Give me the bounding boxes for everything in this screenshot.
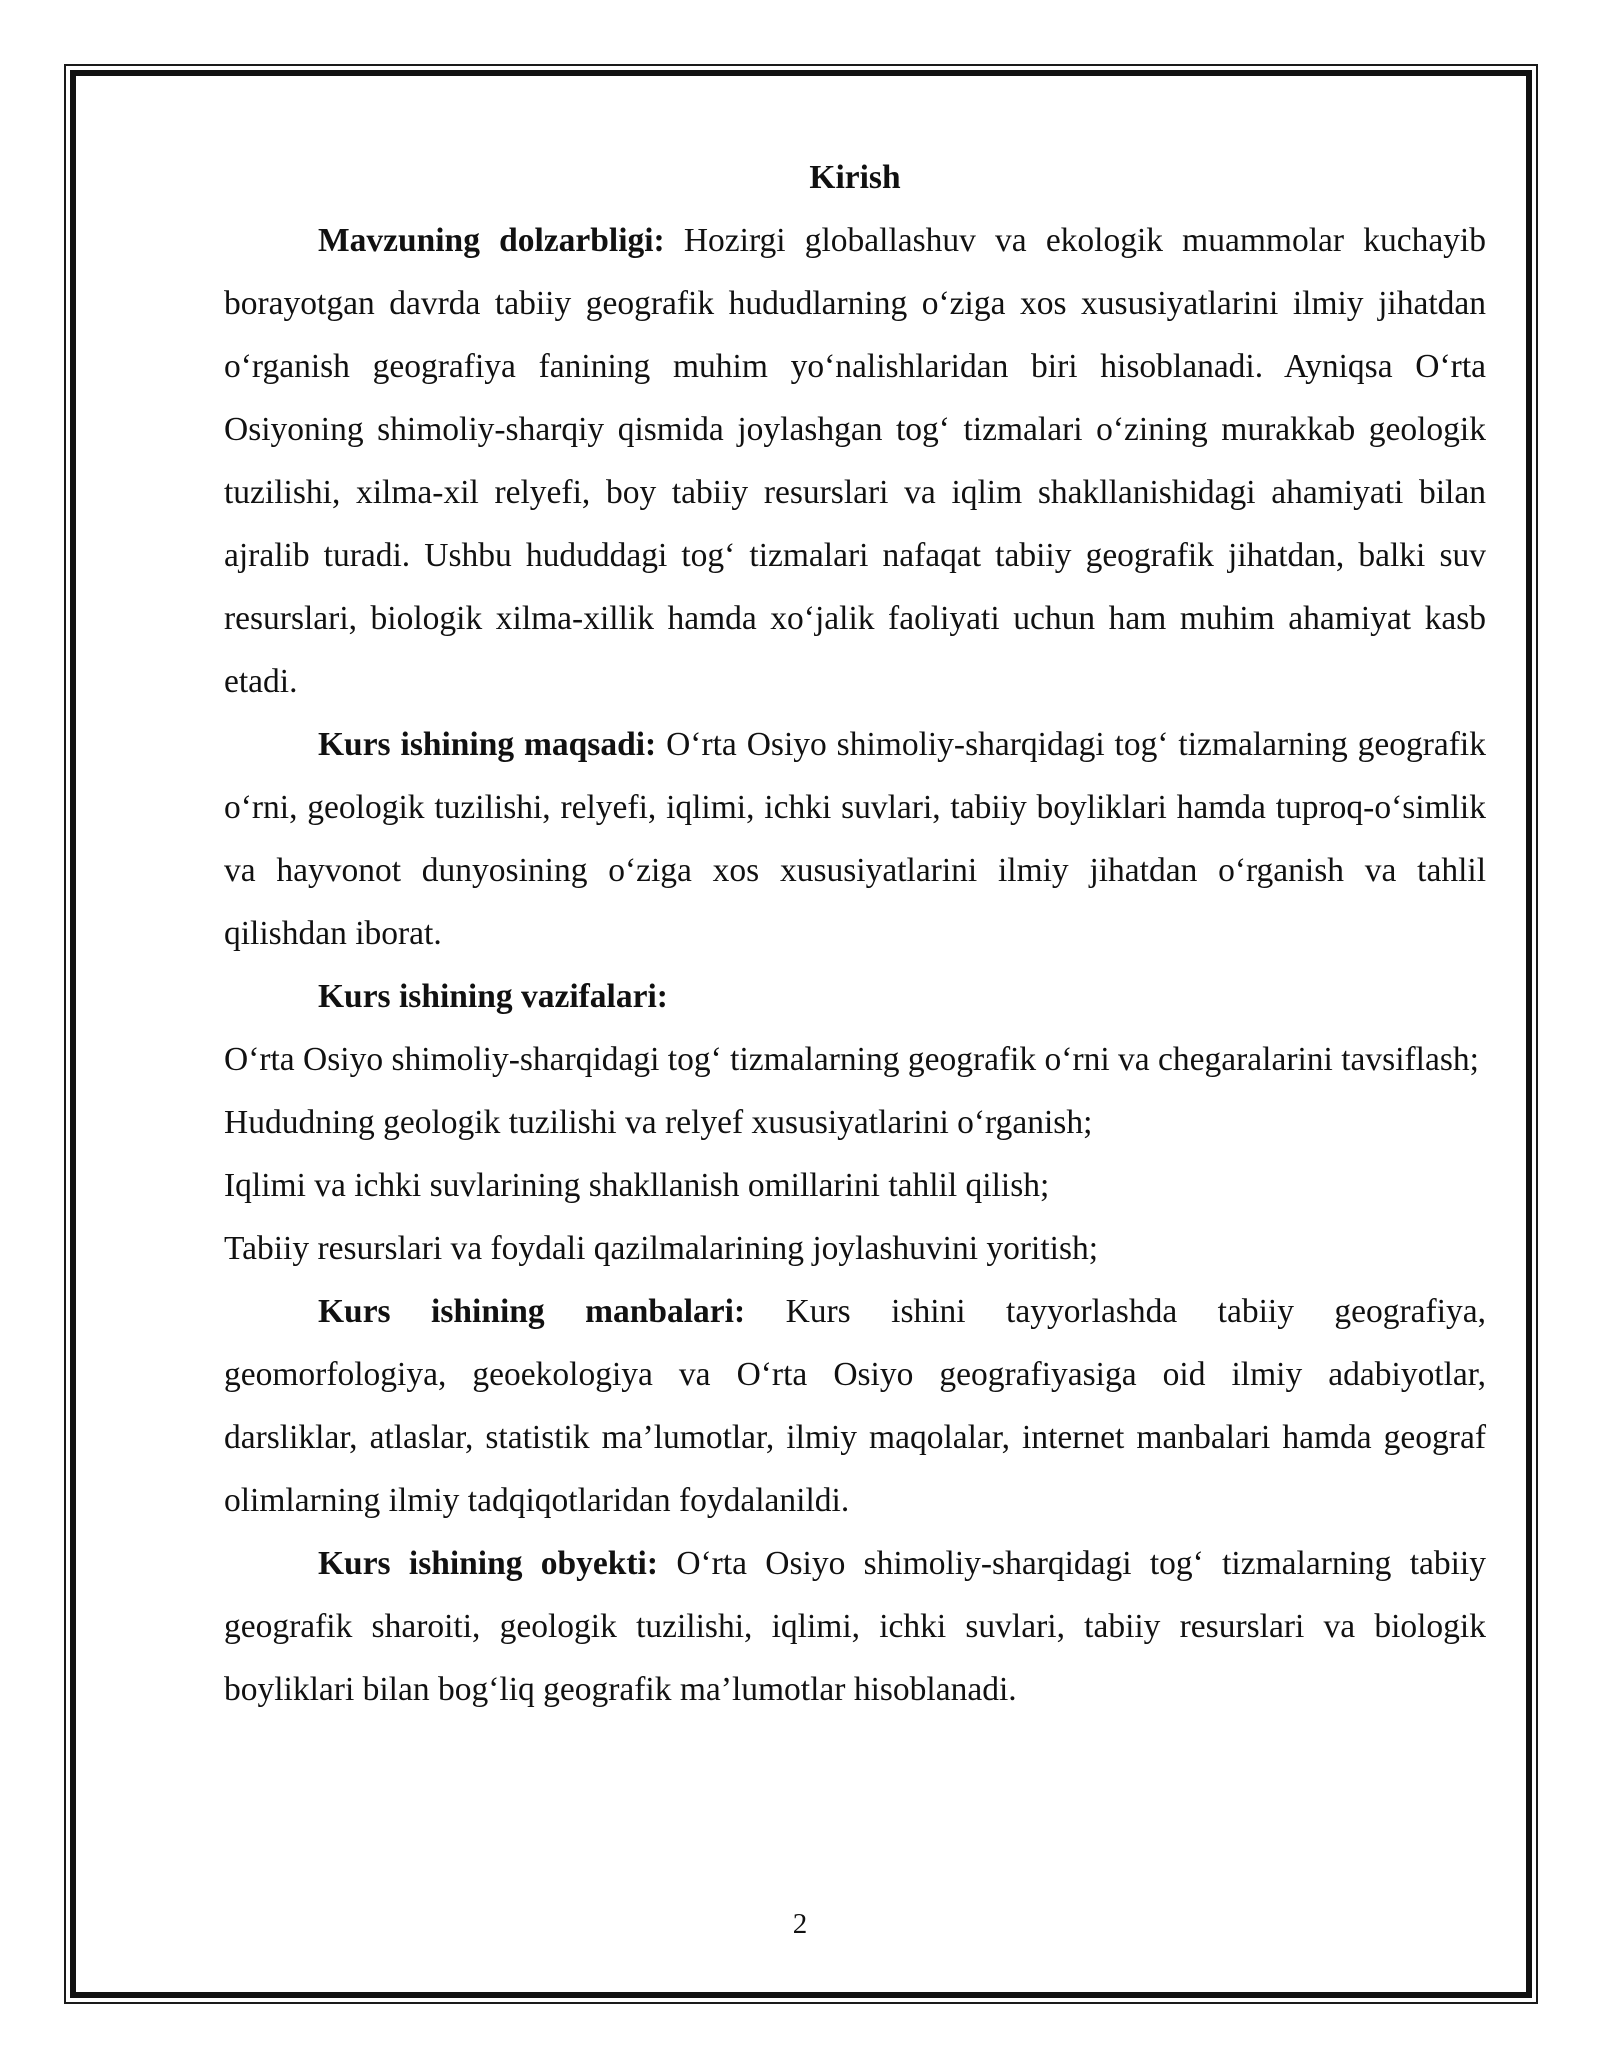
vazifa-item: O‘rta Osiyo shimoliy-sharqidagi tog‘ tizmalarning geografik o‘rni va chegaralarini tavsiflash;	[224, 1041, 1479, 1078]
obyekt-text: O‘rta Osiyo shimoliy-sharqidagi tog‘ tizmalarning tabiiy geografik sharoiti, geologik tuzilishi, iqlimi, ichki suvlari, tabiiy resurslari va biologik boyliklari bilan bog‘liq geografik ma’lumotlar hisoblanadi.	[224, 1545, 1486, 1708]
manbalar-text: Kurs ishini tayyorlashda tabiiy geografiya, geomorfologiya, geoekologiya va O‘rta Osiyo geografiyasiga oid ilmiy adabiyotlar, darsliklar, atlaslar, statistik ma’lumotlar, ilmiy maqolalar, internet manbalari hamda geograf olimlarning ilmiy tadqiqotlaridan foydalanildi.	[224, 1293, 1486, 1519]
vazifa-item: Hududning geologik tuzilishi va relyef xususiyatlarini o‘rganish;	[224, 1104, 1093, 1141]
document-body	[224, 146, 1486, 1721]
paragraph-obyekt	[224, 1532, 1486, 1721]
page-title: Kirish	[809, 159, 901, 196]
maqsad-text: O‘rta Osiyo shimoliy-sharqidagi tog‘ tizmalarning geografik o‘rni, geologik tuzilishi, relyefi, iqlimi, ichki suvlari, tabiiy boyliklari hamda tuproq-o‘simlik va hayvonot dunyosining o‘ziga xos xususiyatlarini ilmiy jihatdan o‘rganish va tahlil qilishdan iborat.	[224, 726, 1486, 952]
paragraph-dolzarblik	[224, 209, 1486, 713]
maqsad-label: Kurs ishining maqsadi:	[318, 726, 657, 763]
vazifalar-heading: Kurs ishining vazifalari:	[318, 978, 668, 1015]
vazifa-item: Iqlimi va ichki suvlarining shakllanish omillarini tahlil qilish;	[224, 1167, 1050, 1204]
dolzarblik-text: Hozirgi globallashuv va ekologik muammolar kuchayib borayotgan davrda tabiiy geografik hududlarning o‘ziga xos xususiyatlarini ilmiy jihatdan o‘rganish geografiya fanining muhim yo‘nalishlaridan biri hisoblanadi. Ayniqsa O‘rta Osiyoning shimoliy-sharqiy qismida joylashgan tog‘ tizmalari o‘zining murakkab geologik tuzilishi, xilma-xil relyefi, boy tabiiy resurslari va iqlim shakllanishidagi ahamiyati bilan ajralib turadi. Ushbu hududdagi tog‘ tizmalari nafaqat tabiiy geografik jihatdan, balki suv resurslari, biologik xilma-xillik hamda xo‘jalik faoliyati uchun ham muhim ahamiyat kasb etadi.	[224, 222, 1486, 700]
paragraph-manbalar	[224, 1280, 1486, 1532]
dolzarblik-label: Mavzuning dolzarbligi:	[318, 222, 665, 259]
paragraph-maqsad	[224, 713, 1486, 965]
obyekt-label: Kurs ishining obyekti:	[318, 1545, 659, 1582]
manbalar-label: Kurs ishining manbalari:	[318, 1293, 746, 1330]
vazifa-item: Tabiiy resurslari va foydali qazilmalarining joylashuvini yoritish;	[224, 1230, 1099, 1267]
page-number: 2	[792, 1908, 808, 1940]
